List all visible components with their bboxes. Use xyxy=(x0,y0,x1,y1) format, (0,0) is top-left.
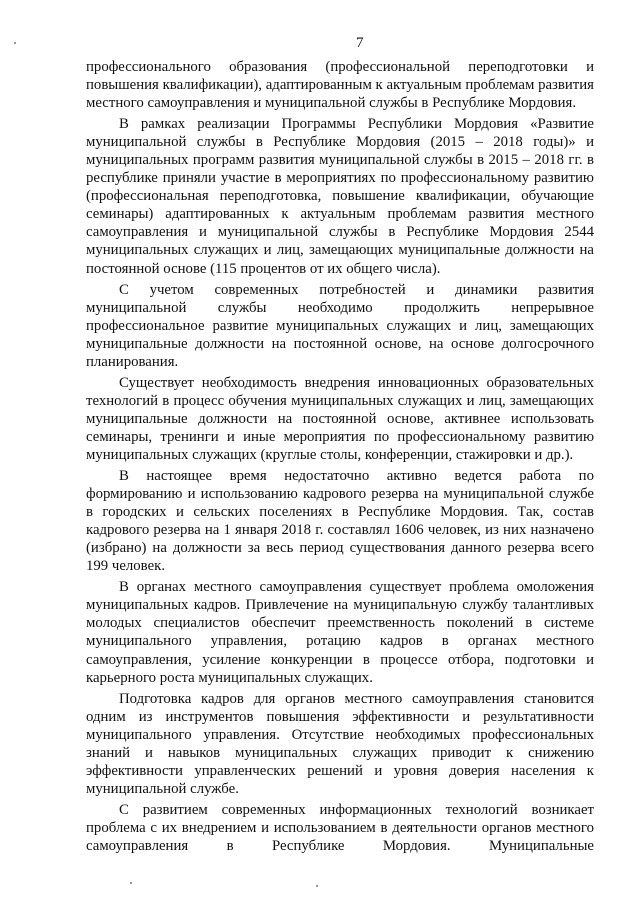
paragraph-1: профессионального образования (профессиональной переподготовки и повышения квалификации), адаптированным к актуальным проблемам развития местного самоуправления и муниципальной службы в Республике Мордовия. xyxy=(86,59,594,112)
paragraph-6: В органах местного самоуправления существует проблема омоложения муниципальных кадров. Привлечение на муниципальную службу талантливых молодых специалистов обеспечит преемственность поколений в системе муниципального управления, ротацию кадров в органах местного самоуправления, усиление конкуренции в процессе отбора, подготовки и карьерного роста муниципальных служащих. xyxy=(86,579,594,686)
paragraph-3: С учетом современных потребностей и динамики развития муниципальной службы необходимо продолжить непрерывное профессиональное развитие муниципальных служащих и лиц, замещающих муниципальные должности на постоянной основе, на основе долгосрочного планирования. xyxy=(86,281,594,370)
body-text xyxy=(86,58,594,855)
paragraph-5: В настоящее время недостаточно активно ведется работа по формированию и использованию кадрового резерва на муниципальной службе в городских и сельских поселениях в Республике Мордовия. Так, состав кадрового резерва на 1 января 2018 г. составлял 1606 человек, из них назначено (избрано) на должности за весь период существования данного резерва всего 199 человек. xyxy=(86,468,594,575)
paragraph-2: В рамках реализации Программы Республики Мордовия «Развитие муниципальной службы в Республике Мордовия (2015 – 2018 годы)» и муниципальных программ развития муниципальной службы в 2015 – 2018 гг. в республике приняли участие в мероприятиях по профессиональному развитию (профессиональная переподготовка, повышение квалификации, обучающие семинары) адаптированных к актуальным проблемам развития местного самоуправления и муниципальной службы в Республике Мордовия 2544 муниципальных служащих и лиц, замещающих муниципальные должности на постоянной основе (115 процентов от их общего числа). xyxy=(86,116,594,277)
page-number: 7 xyxy=(356,35,364,51)
scan-speck xyxy=(14,42,16,44)
paragraph-7: Подготовка кадров для органов местного самоуправления становится одним из инструментов повышения эффективности и результативности муниципального управления. Отсутствие необходимых профессиональных знаний и навыков муниципальных служащих приводит к снижению эффективности управленческих решений и уровня доверия населения к муниципальной службе. xyxy=(86,690,594,797)
paragraph-8: С развитием современных информационных технологий возникает проблема с их внедрением и использованием в деятельности органов местного самоуправления в Республике Мордовия. Муниципальные xyxy=(86,801,594,854)
paragraph-4: Существует необходимость внедрения инновационных образовательных технологий в процесс обучения муниципальных служащих и лиц, замещающих муниципальные должности на постоянной основе, активнее использовать семинары, тренинги и иные мероприятия по профессиональному развитию муниципальных служащих (круглые столы, конференции, стажировки и др.). xyxy=(86,374,594,463)
scan-speck xyxy=(130,882,132,884)
scan-speck xyxy=(316,885,318,887)
